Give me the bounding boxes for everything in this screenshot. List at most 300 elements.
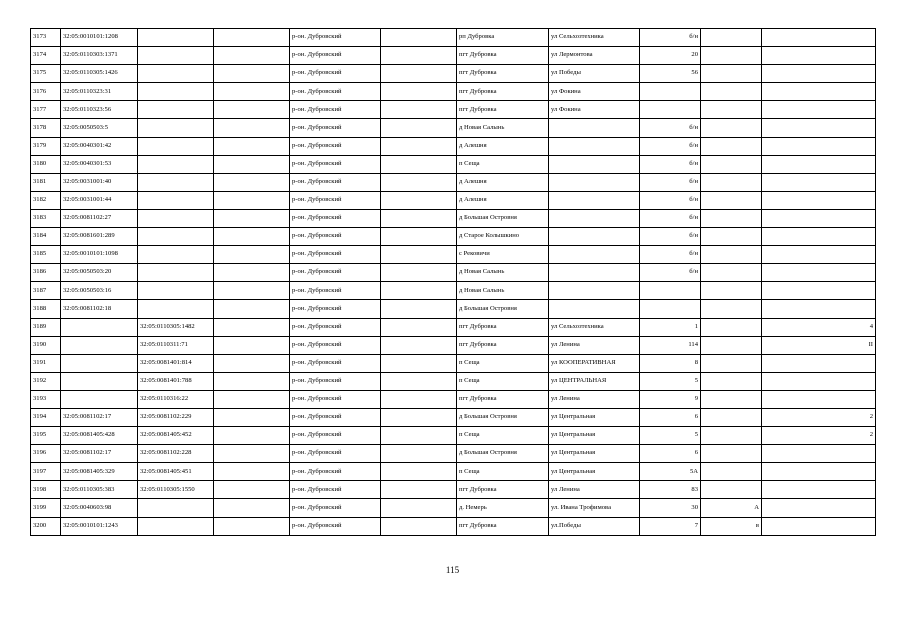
cell-empty <box>214 155 290 173</box>
cell-empty <box>381 264 457 282</box>
cell-letter <box>701 282 762 300</box>
cell-settlement: пгт Дубровка <box>457 390 549 408</box>
cell-number: 3173 <box>31 29 61 47</box>
cell-street: ул Центральная <box>549 445 640 463</box>
cell-number: 3182 <box>31 191 61 209</box>
cell-cadastral-number-2: 32:05:0081102:229 <box>138 408 214 426</box>
cell-settlement: д Большая Островня <box>457 300 549 318</box>
cell-street <box>549 137 640 155</box>
cell-cadastral-number-2 <box>138 228 214 246</box>
table-row <box>31 209 876 227</box>
table-row <box>31 408 876 426</box>
cell-empty <box>381 336 457 354</box>
cell-settlement: д Новая Салынь <box>457 282 549 300</box>
cell-cadastral-number: 32:05:0110323:31 <box>61 83 138 101</box>
table-row <box>31 463 876 481</box>
cell-region: р-он. Дубровский <box>290 209 381 227</box>
cell-extra: 2 <box>762 408 876 426</box>
cell-letter <box>701 101 762 119</box>
cell-settlement: д Большая Островня <box>457 209 549 227</box>
registry-table-body <box>31 29 876 536</box>
cell-empty <box>381 246 457 264</box>
cell-extra <box>762 300 876 318</box>
cell-cadastral-number <box>61 390 138 408</box>
cell-street <box>549 300 640 318</box>
cell-street: ул Ленина <box>549 336 640 354</box>
cell-number: 3185 <box>31 246 61 264</box>
cell-extra <box>762 499 876 517</box>
cell-region: р-он. Дубровский <box>290 390 381 408</box>
cell-empty <box>381 119 457 137</box>
cell-house: б/н <box>640 173 701 191</box>
cell-empty <box>381 101 457 119</box>
cell-number: 3179 <box>31 137 61 155</box>
cell-letter <box>701 318 762 336</box>
table-row <box>31 137 876 155</box>
cell-region: р-он. Дубровский <box>290 29 381 47</box>
registry-table <box>30 28 876 536</box>
cell-house: б/н <box>640 228 701 246</box>
cell-cadastral-number-2: 32:05:0110311:71 <box>138 336 214 354</box>
table-row <box>31 83 876 101</box>
cell-number: 3196 <box>31 445 61 463</box>
cell-cadastral-number-2 <box>138 209 214 227</box>
cell-cadastral-number: 32:05:0050503:5 <box>61 119 138 137</box>
cell-empty <box>214 29 290 47</box>
cell-cadastral-number: 32:05:0081102:18 <box>61 300 138 318</box>
cell-region: р-он. Дубровский <box>290 83 381 101</box>
cell-settlement: д Алешня <box>457 173 549 191</box>
cell-street: ул Центральная <box>549 408 640 426</box>
cell-empty <box>381 29 457 47</box>
cell-street: ул Фокина <box>549 101 640 119</box>
cell-region: р-он. Дубровский <box>290 191 381 209</box>
cell-empty <box>381 137 457 155</box>
cell-street <box>549 119 640 137</box>
cell-cadastral-number-2 <box>138 517 214 535</box>
cell-number: 3180 <box>31 155 61 173</box>
cell-street <box>549 282 640 300</box>
cell-extra <box>762 119 876 137</box>
cell-settlement: пгт Дубровка <box>457 336 549 354</box>
cell-cadastral-number: 32:05:0110305:1426 <box>61 65 138 83</box>
cell-settlement: п Сеща <box>457 463 549 481</box>
cell-empty <box>381 155 457 173</box>
cell-cadastral-number <box>61 354 138 372</box>
cell-cadastral-number-2: 32:05:0110305:1550 <box>138 481 214 499</box>
cell-settlement: д Новая Салынь <box>457 119 549 137</box>
cell-street: ул Сельхозтехника <box>549 29 640 47</box>
cell-extra <box>762 83 876 101</box>
cell-extra <box>762 282 876 300</box>
cell-empty <box>381 282 457 300</box>
cell-number: 3198 <box>31 481 61 499</box>
cell-street: ул КООПЕРАТИВНАЯ <box>549 354 640 372</box>
cell-number: 3197 <box>31 463 61 481</box>
cell-region: р-он. Дубровский <box>290 300 381 318</box>
table-row <box>31 390 876 408</box>
cell-street: ул Ленина <box>549 390 640 408</box>
cell-extra: 4 <box>762 318 876 336</box>
table-row <box>31 228 876 246</box>
cell-house: б/н <box>640 137 701 155</box>
cell-cadastral-number: 32:05:0110305:383 <box>61 481 138 499</box>
cell-empty <box>214 318 290 336</box>
cell-number: 3184 <box>31 228 61 246</box>
cell-letter <box>701 65 762 83</box>
cell-extra: II <box>762 336 876 354</box>
table-row <box>31 318 876 336</box>
cell-empty <box>381 318 457 336</box>
cell-cadastral-number-2: 32:05:0081401:814 <box>138 354 214 372</box>
cell-cadastral-number-2: 32:05:0110305:1482 <box>138 318 214 336</box>
cell-empty <box>214 83 290 101</box>
cell-empty <box>214 354 290 372</box>
cell-house: б/н <box>640 119 701 137</box>
cell-empty <box>214 173 290 191</box>
cell-region: р-он. Дубровский <box>290 264 381 282</box>
cell-house <box>640 101 701 119</box>
cell-letter <box>701 173 762 191</box>
cell-number: 3174 <box>31 47 61 65</box>
cell-cadastral-number-2 <box>138 499 214 517</box>
cell-house <box>640 282 701 300</box>
cell-house: б/н <box>640 29 701 47</box>
cell-empty <box>214 47 290 65</box>
cell-empty <box>214 408 290 426</box>
cell-number: 3200 <box>31 517 61 535</box>
cell-region: р-он. Дубровский <box>290 372 381 390</box>
cell-extra <box>762 517 876 535</box>
cell-settlement: д Алешня <box>457 191 549 209</box>
cell-house: 30 <box>640 499 701 517</box>
cell-street: ул Ленина <box>549 481 640 499</box>
cell-house: 114 <box>640 336 701 354</box>
cell-cadastral-number-2 <box>138 191 214 209</box>
cell-extra <box>762 463 876 481</box>
cell-number: 3175 <box>31 65 61 83</box>
cell-number: 3192 <box>31 372 61 390</box>
cell-cadastral-number: 32:05:0031001:44 <box>61 191 138 209</box>
cell-settlement: п Сеща <box>457 427 549 445</box>
cell-house: б/н <box>640 264 701 282</box>
cell-cadastral-number-2: 32:05:0081405:451 <box>138 463 214 481</box>
cell-settlement: д Большая Островня <box>457 408 549 426</box>
cell-house: 9 <box>640 390 701 408</box>
cell-cadastral-number <box>61 372 138 390</box>
cell-settlement: пгт Дубровка <box>457 481 549 499</box>
cell-house: 5 <box>640 427 701 445</box>
cell-street <box>549 173 640 191</box>
cell-cadastral-number-2 <box>138 173 214 191</box>
cell-street: ул Лермонтова <box>549 47 640 65</box>
cell-empty <box>214 372 290 390</box>
cell-number: 3188 <box>31 300 61 318</box>
cell-house: б/н <box>640 191 701 209</box>
cell-street: ул Фокина <box>549 83 640 101</box>
table-row <box>31 101 876 119</box>
cell-street: ул Сельхозтехника <box>549 318 640 336</box>
cell-settlement: пгт Дубровка <box>457 83 549 101</box>
cell-region: р-он. Дубровский <box>290 101 381 119</box>
cell-letter: А <box>701 499 762 517</box>
cell-cadastral-number-2 <box>138 65 214 83</box>
cell-settlement: д Новая Салынь <box>457 264 549 282</box>
cell-letter <box>701 427 762 445</box>
cell-region: р-он. Дубровский <box>290 246 381 264</box>
cell-street <box>549 264 640 282</box>
cell-empty <box>381 228 457 246</box>
cell-letter <box>701 354 762 372</box>
cell-number: 3181 <box>31 173 61 191</box>
cell-region: р-он. Дубровский <box>290 463 381 481</box>
cell-street <box>549 155 640 173</box>
cell-empty <box>214 246 290 264</box>
cell-extra <box>762 137 876 155</box>
cell-cadastral-number: 32:05:0010101:1243 <box>61 517 138 535</box>
cell-region: р-он. Дубровский <box>290 517 381 535</box>
cell-cadastral-number: 32:05:0110323:56 <box>61 101 138 119</box>
cell-extra <box>762 101 876 119</box>
cell-cadastral-number: 32:05:0050503:16 <box>61 282 138 300</box>
cell-region: р-он. Дубровский <box>290 47 381 65</box>
table-row <box>31 336 876 354</box>
cell-street: ул.Победы <box>549 517 640 535</box>
cell-region: р-он. Дубровский <box>290 65 381 83</box>
cell-region: р-он. Дубровский <box>290 282 381 300</box>
cell-house: 1 <box>640 318 701 336</box>
cell-empty <box>381 47 457 65</box>
cell-cadastral-number-2 <box>138 155 214 173</box>
cell-letter <box>701 264 762 282</box>
cell-house: б/н <box>640 246 701 264</box>
cell-house <box>640 300 701 318</box>
cell-empty <box>381 83 457 101</box>
cell-cadastral-number: 32:05:0110303:1371 <box>61 47 138 65</box>
cell-house: 20 <box>640 47 701 65</box>
page-number: 115 <box>445 565 460 575</box>
cell-region: р-он. Дубровский <box>290 137 381 155</box>
cell-settlement: пгт Дубровка <box>457 101 549 119</box>
cell-letter <box>701 300 762 318</box>
cell-number: 3191 <box>31 354 61 372</box>
cell-extra <box>762 445 876 463</box>
cell-number: 3178 <box>31 119 61 137</box>
cell-street <box>549 228 640 246</box>
cell-letter <box>701 463 762 481</box>
table-row <box>31 282 876 300</box>
cell-extra <box>762 228 876 246</box>
cell-cadastral-number-2 <box>138 29 214 47</box>
cell-region: р-он. Дубровский <box>290 427 381 445</box>
cell-cadastral-number-2 <box>138 246 214 264</box>
cell-street: ул. Ивана Трофимова <box>549 499 640 517</box>
cell-house: 56 <box>640 65 701 83</box>
cell-settlement: п Сеща <box>457 354 549 372</box>
cell-extra: 2 <box>762 427 876 445</box>
cell-empty <box>214 445 290 463</box>
cell-settlement: пгт Дубровка <box>457 517 549 535</box>
cell-empty <box>381 191 457 209</box>
table-row <box>31 119 876 137</box>
cell-street: ул Центральная <box>549 427 640 445</box>
cell-letter <box>701 155 762 173</box>
cell-empty <box>381 408 457 426</box>
table-row <box>31 173 876 191</box>
cell-house: б/н <box>640 155 701 173</box>
cell-number: 3189 <box>31 318 61 336</box>
cell-region: р-он. Дубровский <box>290 481 381 499</box>
cell-number: 3177 <box>31 101 61 119</box>
cell-settlement: пгт Дубровка <box>457 47 549 65</box>
table-row <box>31 372 876 390</box>
cell-house: 6 <box>640 408 701 426</box>
cell-cadastral-number: 32:05:0081405:428 <box>61 427 138 445</box>
cell-empty <box>381 390 457 408</box>
cell-settlement: рп Дубровка <box>457 29 549 47</box>
cell-cadastral-number: 32:05:0031001:40 <box>61 173 138 191</box>
cell-street <box>549 191 640 209</box>
cell-region: р-он. Дубровский <box>290 318 381 336</box>
table-row <box>31 29 876 47</box>
cell-settlement: д. Немерь <box>457 499 549 517</box>
cell-cadastral-number: 32:05:0050503:20 <box>61 264 138 282</box>
cell-extra <box>762 209 876 227</box>
cell-cadastral-number-2 <box>138 282 214 300</box>
cell-extra <box>762 65 876 83</box>
cell-empty <box>381 372 457 390</box>
cell-extra <box>762 246 876 264</box>
cell-empty <box>214 209 290 227</box>
cell-cadastral-number-2 <box>138 119 214 137</box>
table-row <box>31 517 876 535</box>
cell-cadastral-number: 32:05:0010101:1098 <box>61 246 138 264</box>
cell-empty <box>214 65 290 83</box>
cell-empty <box>214 264 290 282</box>
cell-region: р-он. Дубровский <box>290 155 381 173</box>
cell-letter <box>701 408 762 426</box>
cell-number: 3199 <box>31 499 61 517</box>
cell-empty <box>214 101 290 119</box>
cell-region: р-он. Дубровский <box>290 408 381 426</box>
cell-letter <box>701 137 762 155</box>
cell-empty <box>381 481 457 499</box>
cell-region: р-он. Дубровский <box>290 119 381 137</box>
cell-letter <box>701 47 762 65</box>
cell-empty <box>214 481 290 499</box>
cell-letter <box>701 191 762 209</box>
cell-empty <box>381 65 457 83</box>
cell-empty <box>381 173 457 191</box>
cell-empty <box>381 499 457 517</box>
cell-extra <box>762 354 876 372</box>
cell-letter <box>701 228 762 246</box>
table-row <box>31 65 876 83</box>
cell-empty <box>214 463 290 481</box>
cell-street: ул Победы <box>549 65 640 83</box>
cell-number: 3186 <box>31 264 61 282</box>
cell-house: 5 <box>640 372 701 390</box>
cell-region: р-он. Дубровский <box>290 228 381 246</box>
cell-settlement: д Алешня <box>457 137 549 155</box>
cell-empty <box>381 209 457 227</box>
cell-letter <box>701 29 762 47</box>
cell-extra <box>762 47 876 65</box>
cell-letter <box>701 119 762 137</box>
cell-empty <box>214 390 290 408</box>
table-row <box>31 499 876 517</box>
cell-number: 3187 <box>31 282 61 300</box>
cell-letter <box>701 209 762 227</box>
cell-empty <box>214 119 290 137</box>
cell-letter: в <box>701 517 762 535</box>
cell-extra <box>762 390 876 408</box>
cell-empty <box>214 499 290 517</box>
cell-letter <box>701 83 762 101</box>
cell-number: 3193 <box>31 390 61 408</box>
cell-cadastral-number <box>61 318 138 336</box>
table-row <box>31 47 876 65</box>
table-row <box>31 481 876 499</box>
table-row <box>31 264 876 282</box>
cell-number: 3195 <box>31 427 61 445</box>
cell-cadastral-number: 32:05:0081102:17 <box>61 408 138 426</box>
cell-settlement: д Старое Колышкино <box>457 228 549 246</box>
cell-extra <box>762 155 876 173</box>
cell-empty <box>214 228 290 246</box>
table-row <box>31 155 876 173</box>
cell-extra <box>762 173 876 191</box>
table-row <box>31 445 876 463</box>
cell-house <box>640 83 701 101</box>
cell-house: 6 <box>640 445 701 463</box>
cell-number: 3194 <box>31 408 61 426</box>
cell-cadastral-number-2: 32:05:0110316:22 <box>138 390 214 408</box>
cell-empty <box>381 445 457 463</box>
cell-settlement: с Рековичи <box>457 246 549 264</box>
cell-cadastral-number-2: 32:05:0081102:228 <box>138 445 214 463</box>
cell-cadastral-number: 32:05:0040301:53 <box>61 155 138 173</box>
cell-empty <box>214 427 290 445</box>
cell-cadastral-number-2 <box>138 47 214 65</box>
table-row <box>31 191 876 209</box>
table-row <box>31 300 876 318</box>
table-row <box>31 427 876 445</box>
cell-number: 3183 <box>31 209 61 227</box>
cell-letter <box>701 246 762 264</box>
cell-settlement: п Сеща <box>457 155 549 173</box>
cell-extra <box>762 191 876 209</box>
cell-empty <box>214 336 290 354</box>
cell-cadastral-number <box>61 336 138 354</box>
table-row <box>31 246 876 264</box>
cell-settlement: п Сеща <box>457 372 549 390</box>
cell-cadastral-number-2: 32:05:0081405:452 <box>138 427 214 445</box>
cell-cadastral-number: 32:05:0081102:17 <box>61 445 138 463</box>
cell-number: 3176 <box>31 83 61 101</box>
cell-region: р-он. Дубровский <box>290 354 381 372</box>
cell-cadastral-number-2 <box>138 83 214 101</box>
cell-cadastral-number-2: 32:05:0081401:788 <box>138 372 214 390</box>
cell-letter <box>701 390 762 408</box>
cell-house: 8 <box>640 354 701 372</box>
cell-house: б/н <box>640 209 701 227</box>
cell-region: р-он. Дубровский <box>290 445 381 463</box>
cell-empty <box>381 517 457 535</box>
cell-cadastral-number: 32:05:0081601:289 <box>61 228 138 246</box>
cell-empty <box>381 354 457 372</box>
cell-street: ул Центральная <box>549 463 640 481</box>
